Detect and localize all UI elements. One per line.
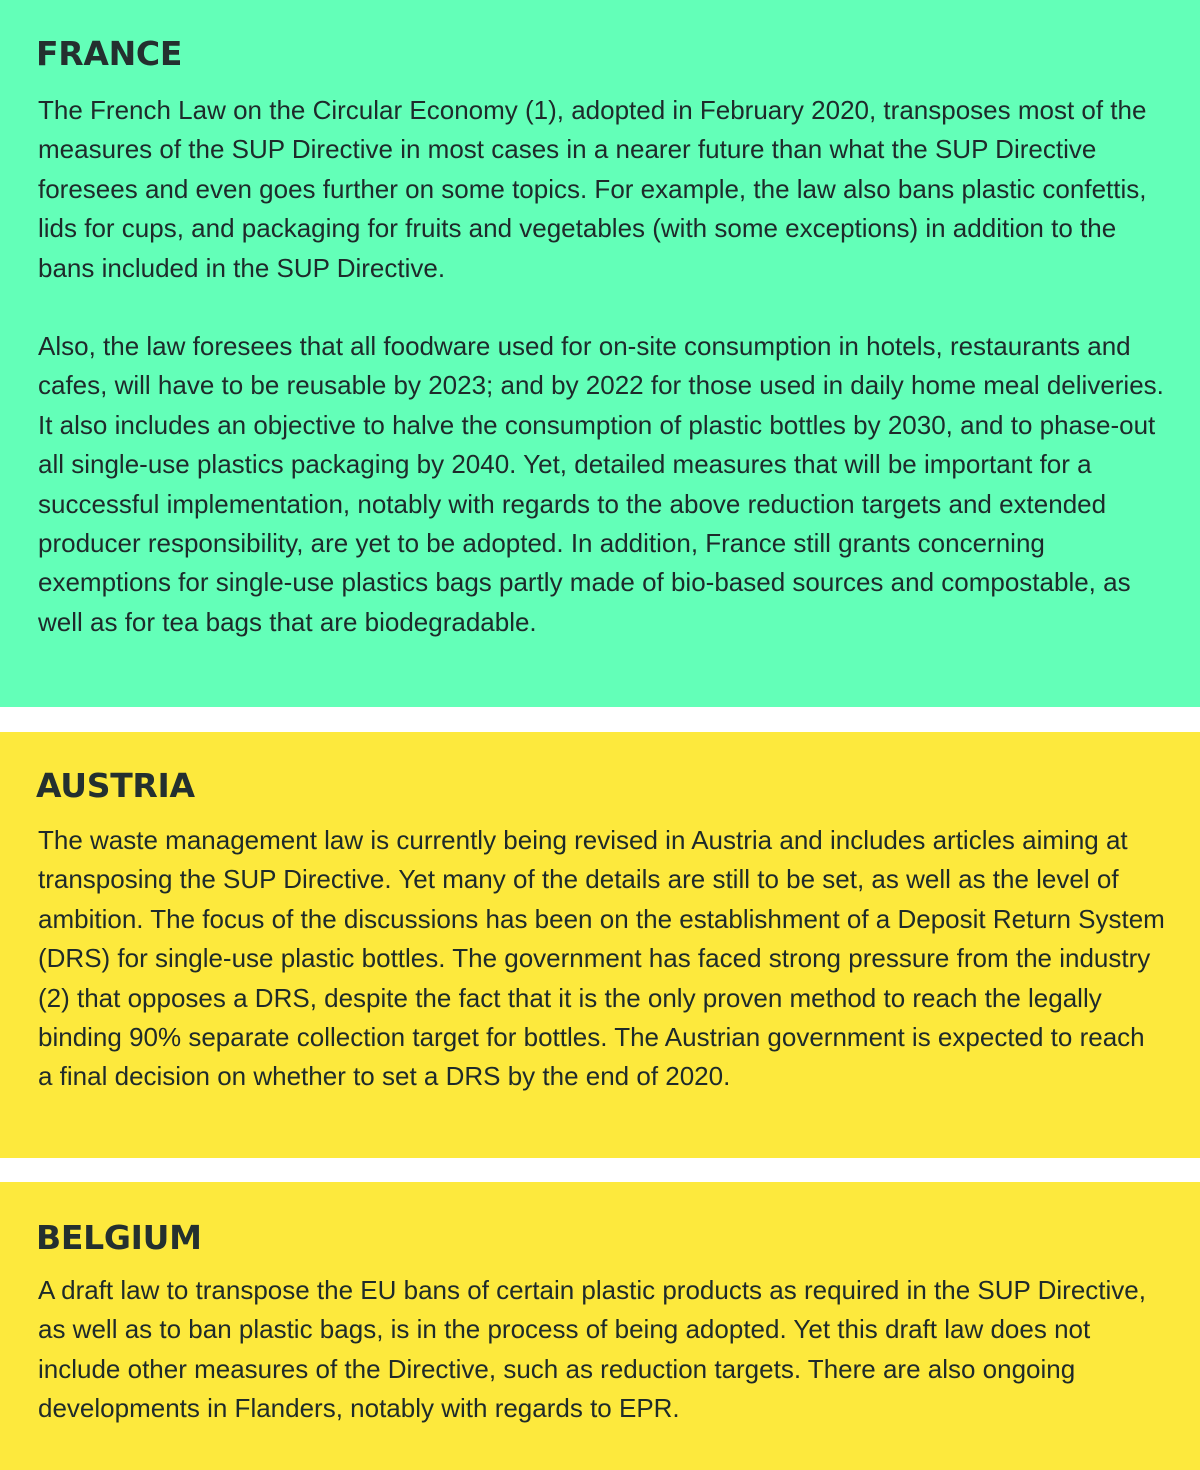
section-belgium: [0, 1182, 1200, 1470]
section-title-france: FRANCE: [36, 34, 183, 73]
paragraph-austria-1: The waste management law is currently being revised in Austria and includes articles aiming at transposing the SUP Directive. Yet many of the details are still to be set, as well as the level of ambition. The focus of the discussions has been on the establishment of a Deposit Return System (DRS) for single-use plastic bottles. The government has faced strong pressure from the industry (2) that opposes a DRS, despite the fact that it is the only proven method to reach the legally binding 90% separate collection target for bottles. The Austrian government is expected to reach a final decision on whether to set a DRS by the end of 2020.: [38, 825, 1165, 1092]
section-title-austria: AUSTRIA: [36, 766, 195, 805]
paragraph-belgium-1: A draft law to transpose the EU bans of certain plastic products as required in the SUP Directive, as well as to ban plastic bags, is in the process of being adopted. Yet this draft law does not include other measures of the Directive, such as reduction targets. There are also ongoing developments in Flanders, notably with regards to EPR.: [38, 1275, 1146, 1424]
section-title-belgium: BELGIUM: [36, 1218, 202, 1257]
section-austria: [0, 732, 1200, 1158]
paragraph-france-1: The French Law on the Circular Economy (1), adopted in February 2020, transposes most of the measures of the SUP Directive in most cases in a nearer future than what the SUP Directive foresees and even goes further on some topics. For example, the law also bans plastic confettis, lids for cups, and packaging for fruits and vegetables (with some exceptions) in addition to the bans included in the SUP Directive.: [38, 95, 1147, 283]
section-france: [0, 0, 1200, 707]
paragraph-france-2: Also, the law foresees that all foodware used for on-site consumption in hotels, restaurants and cafes, will have to be reusable by 2023; and by 2022 for those used in daily home meal deliveries. It also includes an objective to halve the consumption of plastic bottles by 2030, and to phase-out all single-use plastics packaging by 2040. Yet, detailed measures that will be important for a successful implementation, notably with regards to the above reduction targets and extended producer responsibility, are yet to be adopted. In addition, France still grants concerning exemptions for single-use plastics bags partly made of bio-based sources and compostable, as well as for tea bags that are biodegradable.: [38, 331, 1164, 637]
